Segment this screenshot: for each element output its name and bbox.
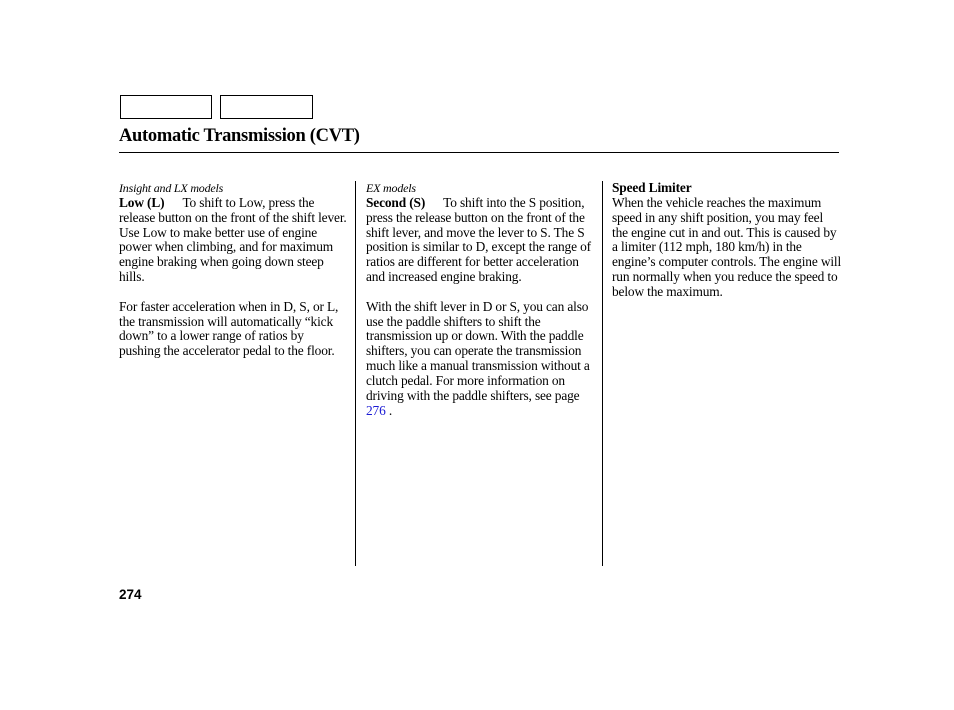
second-gear-paragraph (366, 196, 594, 285)
second-gear-heading: Second (S) (366, 194, 426, 210)
page-title: Automatic Transmission (CVT) (119, 126, 360, 146)
paddle-shifters-end: . (385, 402, 393, 418)
column-left (119, 181, 347, 359)
column-divider (602, 181, 603, 566)
nav-box-index[interactable] (220, 95, 313, 119)
low-gear-text: To shift to Low, press the release button on the front of the shift lever. Use Low to make better use of engine power when climbing, and for maximum engine braking when going down steep hills. (119, 194, 347, 285)
paddle-shifters-text: With the shift lever in D or S, you can also use the paddle shifters to shift the transmission up or down. With the paddle shifters, you can operate the transmission much like a manual transmission without a clutch pedal. For more information on driving with the paddle shifters, see page (366, 298, 590, 403)
column-middle (366, 181, 594, 419)
page-number: 274 (119, 587, 142, 602)
column-divider (355, 181, 356, 566)
speed-limiter-paragraph: When the vehicle reaches the maximum speed in any shift position, you may feel the engine cut in and out. This is caused by a limiter (112 mph, 180 km/h) in the engine’s computer controls. The engine will run normally when you reduce the speed to below the maximum. (612, 194, 842, 299)
low-gear-heading: Low (L) (119, 194, 165, 210)
column-right (612, 181, 842, 300)
low-gear-paragraph (119, 196, 347, 285)
second-gear-text: To shift into the S position, press the release button on the front of the shift lever, and move the lever to S. The S position is similar to D, except the range of ratios are different for better acceleration and increased engine braking. (366, 194, 591, 285)
speed-limiter-heading: Speed Limiter (612, 180, 692, 195)
title-divider (119, 152, 839, 153)
page-276-link[interactable]: 276 (366, 402, 386, 418)
model-note: EX models (366, 181, 416, 195)
kickdown-paragraph: For faster acceleration when in D, S, or L, the transmission will automatically “kick down” to a lower range of ratios by pushing the accelerator pedal to the floor. (119, 298, 339, 359)
paddle-shifters-paragraph (366, 300, 594, 419)
model-note: Insight and LX models (119, 181, 224, 195)
nav-box-main-menu[interactable] (120, 95, 212, 119)
